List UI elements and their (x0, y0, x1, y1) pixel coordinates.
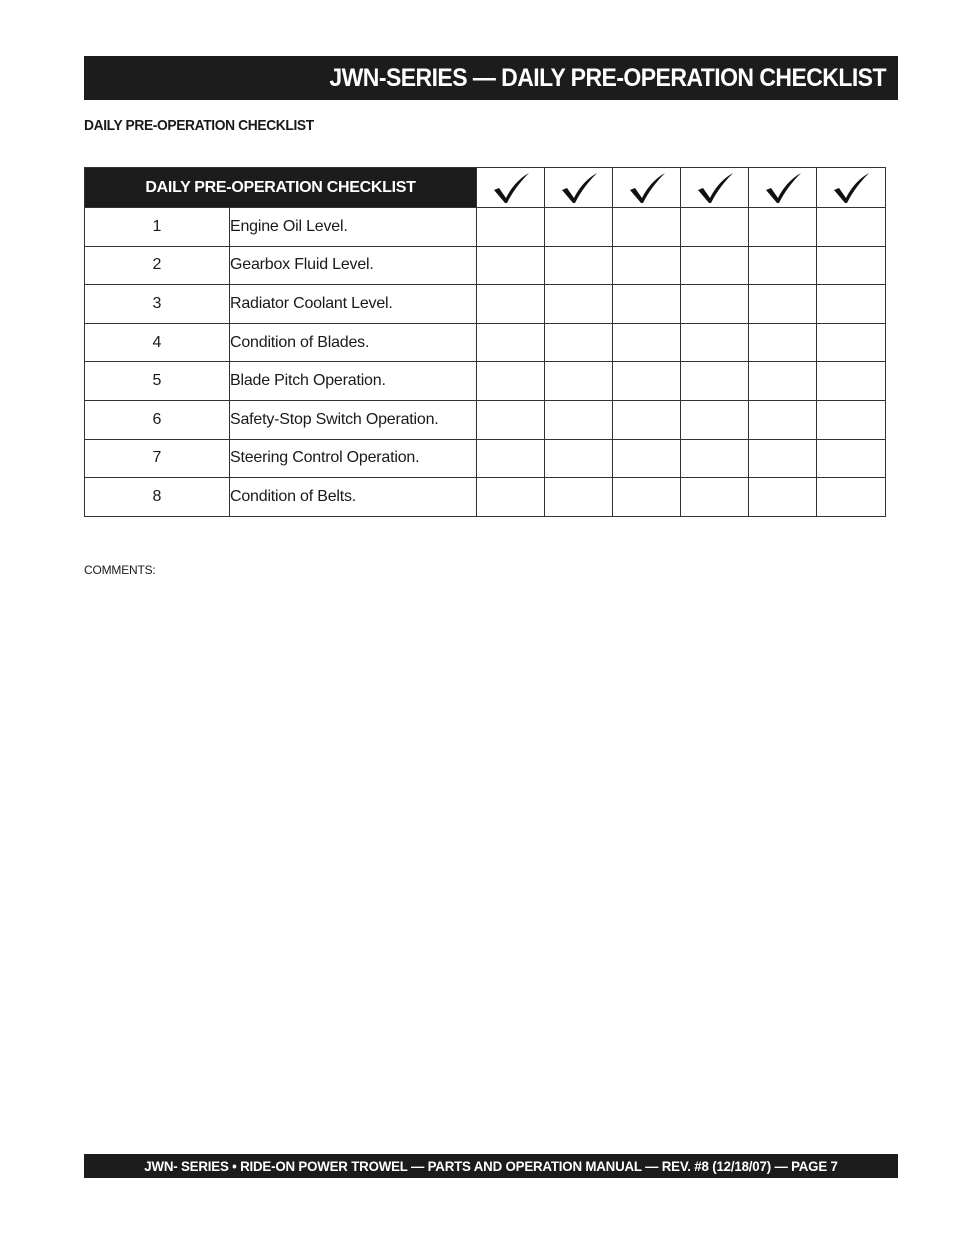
check-cell[interactable] (477, 323, 545, 362)
check-cell[interactable] (477, 400, 545, 439)
checkmark-icon (627, 171, 667, 205)
check-cell[interactable] (817, 285, 886, 324)
check-cell[interactable] (681, 246, 749, 285)
check-column-header (681, 168, 749, 208)
check-cell[interactable] (681, 362, 749, 401)
row-number: 3 (85, 285, 230, 324)
check-cell[interactable] (477, 285, 545, 324)
row-item: Engine Oil Level. (230, 208, 477, 247)
table-row (85, 478, 886, 517)
check-cell[interactable] (613, 285, 681, 324)
table-row (85, 439, 886, 478)
check-cell[interactable] (477, 246, 545, 285)
checklist-body (85, 208, 886, 517)
check-cell[interactable] (749, 439, 817, 478)
row-item: Steering Control Operation. (230, 439, 477, 478)
check-cell[interactable] (613, 478, 681, 517)
checkmark-icon (491, 171, 531, 205)
check-cell[interactable] (681, 400, 749, 439)
check-cell[interactable] (681, 323, 749, 362)
check-cell[interactable] (817, 439, 886, 478)
check-column-header (545, 168, 613, 208)
check-cell[interactable] (749, 246, 817, 285)
check-cell[interactable] (749, 362, 817, 401)
row-number: 1 (85, 208, 230, 247)
comments-label: COMMENTS: (84, 563, 156, 577)
row-item: Condition of Belts. (230, 478, 477, 517)
footer-text: JWN- SERIES • RIDE-ON POWER TROWEL — PARTS AND OPERATION MANUAL — REV. #8 (12/18/07) — PAGE 7 (144, 1158, 838, 1174)
row-item: Gearbox Fluid Level. (230, 246, 477, 285)
check-cell[interactable] (477, 362, 545, 401)
footer-bar (84, 1154, 898, 1178)
row-number: 7 (85, 439, 230, 478)
check-cell[interactable] (545, 362, 613, 401)
page-title-bar (84, 56, 898, 100)
check-cell[interactable] (681, 478, 749, 517)
check-cell[interactable] (613, 246, 681, 285)
check-column-header (613, 168, 681, 208)
check-cell[interactable] (817, 323, 886, 362)
check-cell[interactable] (545, 246, 613, 285)
row-number: 6 (85, 400, 230, 439)
table-row (85, 285, 886, 324)
check-cell[interactable] (545, 208, 613, 247)
checklist-table (84, 167, 886, 517)
check-cell[interactable] (545, 323, 613, 362)
checkmark-icon (559, 171, 599, 205)
check-cell[interactable] (749, 478, 817, 517)
check-cell[interactable] (613, 362, 681, 401)
row-item: Safety-Stop Switch Operation. (230, 400, 477, 439)
row-number: 4 (85, 323, 230, 362)
row-number: 8 (85, 478, 230, 517)
table-row (85, 246, 886, 285)
table-row (85, 362, 886, 401)
check-cell[interactable] (817, 208, 886, 247)
table-row (85, 208, 886, 247)
check-cell[interactable] (477, 439, 545, 478)
row-item: Condition of Blades. (230, 323, 477, 362)
checkmark-icon (831, 171, 871, 205)
check-cell[interactable] (613, 208, 681, 247)
section-heading: DAILY PRE-OPERATION CHECKLIST (84, 117, 314, 134)
check-column-header (477, 168, 545, 208)
check-cell[interactable] (545, 285, 613, 324)
check-cell[interactable] (817, 246, 886, 285)
checklist-header-row (85, 168, 886, 208)
check-cell[interactable] (613, 323, 681, 362)
check-column-header (817, 168, 886, 208)
row-number: 2 (85, 246, 230, 285)
check-cell[interactable] (749, 208, 817, 247)
table-row (85, 323, 886, 362)
check-cell[interactable] (613, 400, 681, 439)
check-cell[interactable] (681, 208, 749, 247)
row-item: Blade Pitch Operation. (230, 362, 477, 401)
check-cell[interactable] (817, 478, 886, 517)
check-cell[interactable] (545, 400, 613, 439)
check-cell[interactable] (681, 439, 749, 478)
check-cell[interactable] (749, 323, 817, 362)
check-cell[interactable] (681, 285, 749, 324)
checklist-header-label: DAILY PRE-OPERATION CHECKLIST (85, 168, 477, 208)
check-cell[interactable] (817, 400, 886, 439)
check-cell[interactable] (817, 362, 886, 401)
page-title: JWN-SERIES — DAILY PRE-OPERATION CHECKLIST (329, 63, 886, 92)
row-item: Radiator Coolant Level. (230, 285, 477, 324)
check-cell[interactable] (749, 285, 817, 324)
check-cell[interactable] (613, 439, 681, 478)
row-number: 5 (85, 362, 230, 401)
checkmark-icon (695, 171, 735, 205)
check-cell[interactable] (545, 478, 613, 517)
check-cell[interactable] (545, 439, 613, 478)
check-cell[interactable] (477, 208, 545, 247)
checkmark-icon (763, 171, 803, 205)
table-row (85, 400, 886, 439)
check-cell[interactable] (749, 400, 817, 439)
check-cell[interactable] (477, 478, 545, 517)
check-column-header (749, 168, 817, 208)
